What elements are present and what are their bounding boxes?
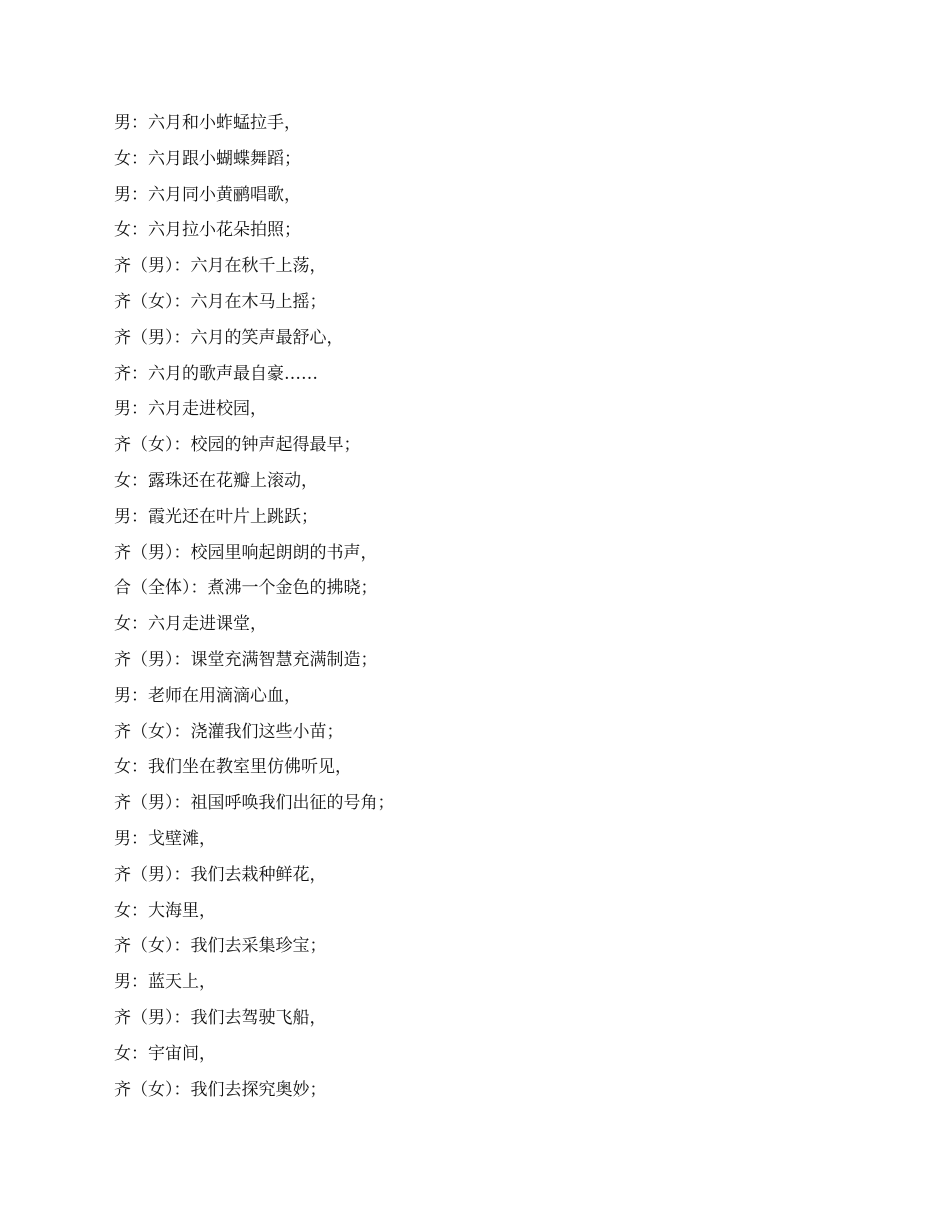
script-line: 女：我们坐在教室里仿佛听见， [114,757,352,778]
poem-script [114,106,874,1108]
script-line: 女：六月拉小花朵拍照； [114,220,301,241]
script-line: 齐（女）：校园的钟声起得最早； [114,435,361,456]
script-line: 齐（男）：六月在秋千上荡， [114,256,327,277]
script-line: 女：大海里， [114,900,216,921]
script-line: 女：宇宙间， [114,1043,216,1064]
script-line: 男：戈壁滩， [114,828,216,849]
script-line: 齐（男）：我们去驾驶飞船， [114,1007,327,1028]
script-line: 合（全体）：煮沸一个金色的拂晓； [114,578,378,599]
script-line: 男：老师在用滴滴心血， [114,685,301,706]
script-line: 齐（女）：六月在木马上摇； [114,291,327,312]
script-line: 女：六月跟小蝴蝶舞蹈； [114,148,301,169]
script-line: 女：露珠还在花瓣上滚动， [114,470,318,491]
script-line: 男：六月和小蚱蜢拉手， [114,113,301,133]
script-line: 齐（女）：我们去探究奥妙； [114,1079,327,1100]
script-line: 齐（男）：校园里响起朗朗的书声， [114,542,378,563]
script-line: 齐（男）：六月的笑声最舒心， [114,327,344,348]
script-line: 男：蓝天上， [114,972,216,993]
script-line: 齐（女）：我们去采集珍宝； [114,936,327,957]
script-line: 男：六月走进校园， [114,399,267,420]
script-line: 男：霞光还在叶片上跳跃； [114,506,318,527]
script-line: 男：六月同小黄鹂唱歌， [114,184,301,205]
script-line: 齐（女）：浇灌我们这些小苗； [114,721,344,742]
script-line: 女：六月走进课堂， [114,614,267,635]
script-line: 齐（男）：课堂充满智慧充满制造； [114,649,378,670]
script-line: 齐（男）：祖国呼唤我们出征的号角； [114,793,395,814]
script-line: 齐：六月的歌声最自豪…… [114,363,318,384]
script-line: 齐（男）：我们去栽种鲜花， [114,864,327,885]
